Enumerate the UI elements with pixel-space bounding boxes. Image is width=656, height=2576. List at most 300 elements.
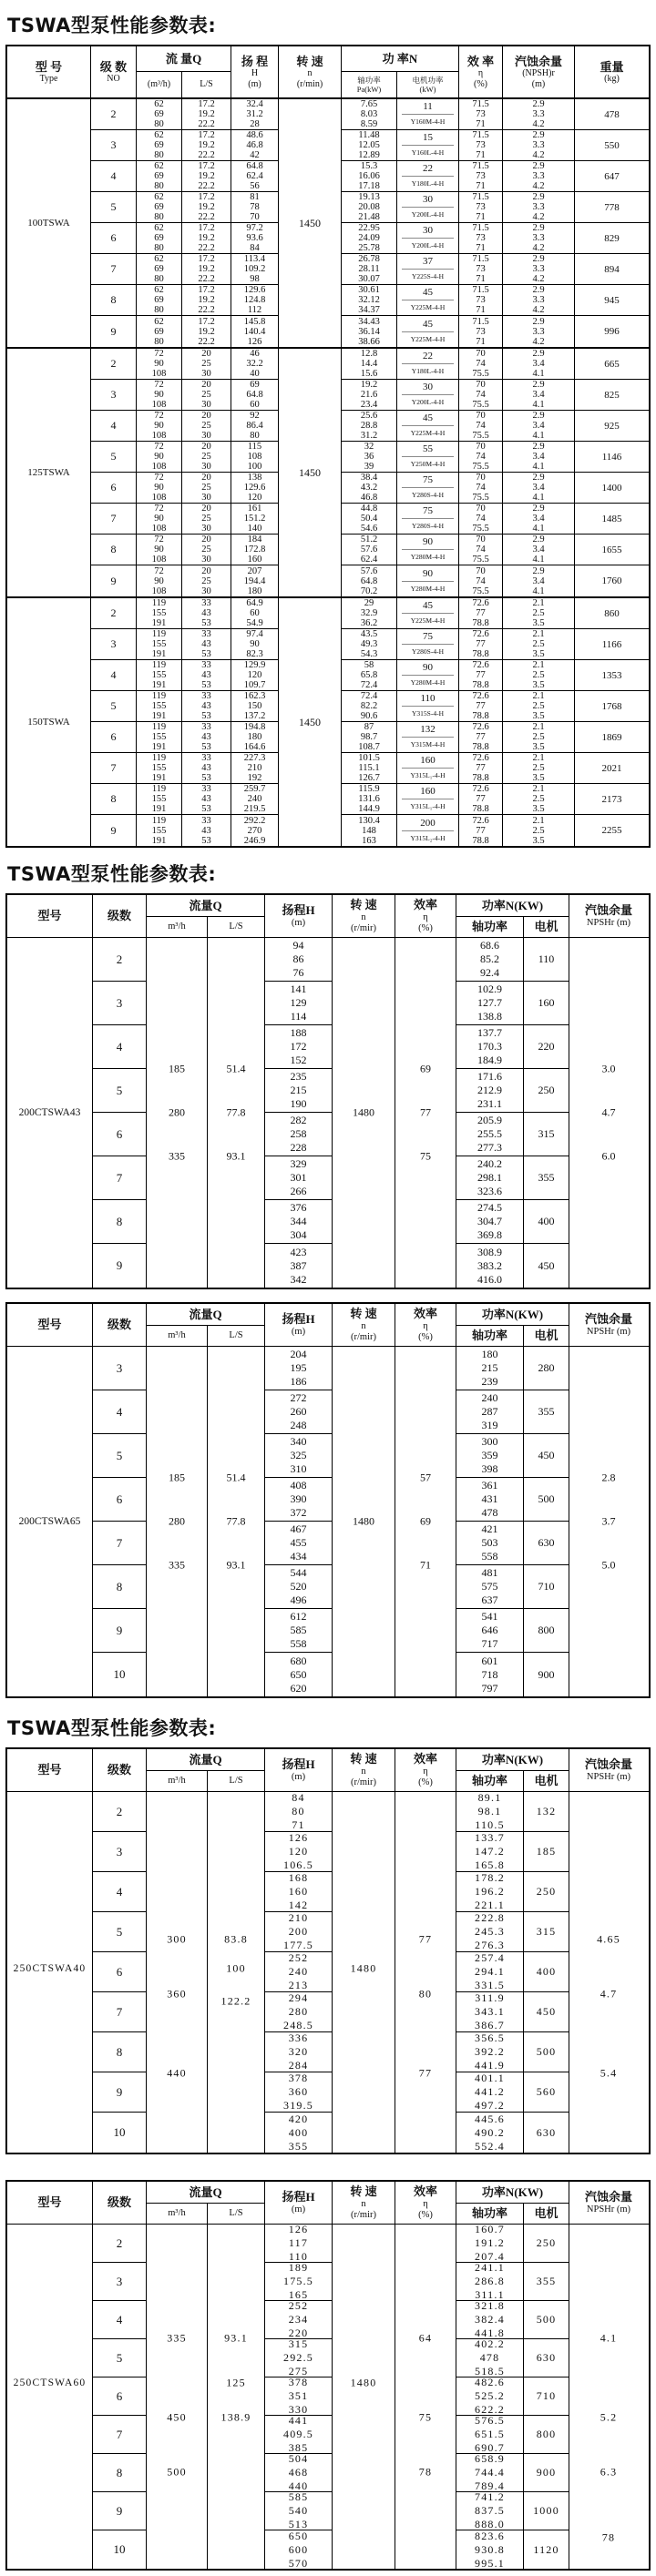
motor-power-value: 132: [524, 1792, 569, 1832]
flow-m3h-column: [147, 938, 208, 1288]
text-line: 74: [476, 452, 486, 462]
text-line: 2.1: [532, 598, 545, 608]
npsh-header: [569, 1304, 648, 1346]
head-header: [265, 1749, 333, 1791]
text-line: 80: [154, 274, 164, 284]
pump-model: [7, 938, 93, 1288]
weight-value: 1768: [575, 691, 649, 722]
text-line: 29: [364, 598, 374, 608]
text-line: 319.5: [283, 2099, 313, 2112]
flow-value: 500: [167, 2465, 187, 2479]
flow-ls-values: [182, 691, 231, 722]
head-values: [265, 2225, 333, 2263]
eff-values: [459, 565, 503, 596]
text-line: 4.1: [532, 493, 545, 503]
eff-values: [459, 598, 503, 629]
text-line: 369.8: [477, 1228, 502, 1241]
text-line: 53: [201, 835, 211, 846]
flow-ls-column: [208, 938, 265, 1288]
head-values: [231, 504, 279, 535]
flow-values: [137, 130, 182, 161]
flow-ls-column: [208, 1347, 265, 1696]
motor-model: Y315L₁-4-H: [410, 771, 446, 779]
text-line: 58: [364, 660, 374, 670]
weight-value: 996: [604, 326, 620, 337]
head-values: [231, 99, 279, 130]
flow-ls-value: 138.9: [220, 2410, 251, 2424]
weight-value: 1400: [575, 473, 649, 504]
eff-values: [459, 130, 503, 161]
text-line: (r/min): [296, 78, 323, 89]
npsh-values: [503, 223, 575, 254]
stage-number: 2: [91, 99, 137, 130]
text-line: 129.6: [243, 483, 266, 493]
text-line: 77: [476, 763, 486, 773]
shaft-power-values: [456, 982, 524, 1025]
text-line: (%): [474, 78, 487, 89]
text-line: 378: [288, 2377, 309, 2388]
text-line: 轴功率: [471, 1329, 507, 1342]
stage-number: 7: [93, 2416, 147, 2454]
motor-power-value: 55: [402, 443, 455, 457]
text-line: 789.4: [475, 2479, 505, 2492]
head-values: [265, 1244, 333, 1288]
text-line: 258: [290, 1127, 307, 1140]
motor-power-value: 75: [402, 630, 455, 645]
text-line: 126: [288, 1832, 309, 1844]
pump-model: 100TSWA: [7, 99, 91, 347]
text-line: 191: [151, 835, 167, 846]
shaft-power-values: [456, 2263, 524, 2301]
text-line: 115.1: [358, 763, 380, 773]
text-line: 220: [288, 2327, 309, 2339]
motor-power-value: 45: [402, 286, 455, 300]
text-line: 4.1: [532, 369, 545, 379]
shaft-power-values: [456, 1522, 524, 1565]
text-line: 421: [481, 1522, 498, 1535]
motor-power-value: 355: [524, 1390, 569, 1434]
text-line: 72: [154, 349, 164, 359]
text-line: 20: [201, 380, 211, 390]
text-line: 108: [151, 493, 167, 503]
text-line: 195: [290, 1361, 307, 1374]
flow-ls-values: [182, 660, 231, 691]
text-line: 扬程H: [282, 2190, 315, 2204]
table-header: [7, 46, 649, 99]
text-line: 478: [481, 1506, 498, 1519]
text-line: 620: [290, 1681, 307, 1695]
stage-number: 6: [93, 1952, 147, 1992]
text-line: 163: [362, 835, 376, 846]
flow-ls-value: 100: [226, 1961, 246, 1975]
text-line: 114: [290, 1010, 307, 1023]
text-line: 101.5: [358, 753, 380, 763]
pump-model-value: 250CTSWA60: [13, 2377, 87, 2388]
text-line: 90: [154, 575, 164, 586]
text-line: 71.5: [472, 192, 489, 202]
head-values: [265, 2530, 333, 2569]
text-line: 3.3: [532, 264, 545, 274]
power-header: [456, 1749, 569, 1771]
text-line: 78.8: [472, 711, 489, 721]
text-line: 33: [201, 722, 211, 732]
text-line: 650: [290, 1667, 307, 1681]
motor-power-value: 500: [524, 1478, 569, 1522]
text-line: 3.3: [532, 171, 545, 181]
motor-power-value: 45: [402, 318, 455, 332]
text-line: 292.5: [283, 2351, 313, 2364]
text-line: 188: [290, 1026, 307, 1039]
flow-values: [137, 161, 182, 192]
text-line: 型 号: [35, 59, 63, 74]
stage-number: 7: [93, 1992, 147, 2032]
text-line: 33: [201, 691, 211, 701]
text-line: 837.5: [475, 2504, 505, 2517]
text-line: 25: [201, 421, 211, 431]
motor-cell: [397, 753, 459, 784]
text-line: 扬程H: [282, 1757, 315, 1771]
eff-value: 78: [418, 2465, 433, 2479]
ctswa43-parameter-table: [5, 893, 651, 1289]
text-line: m³/h: [168, 1776, 186, 1786]
text-line: 20: [201, 535, 211, 545]
text-line: 20.08: [358, 202, 380, 212]
text-line: 4.1: [532, 462, 545, 472]
text-line: 320: [288, 2045, 309, 2058]
text-line: 80: [154, 150, 164, 160]
text-line: 30.07: [358, 274, 380, 284]
text-line: 25.78: [358, 243, 380, 253]
flow-values: [137, 598, 182, 629]
shaft-power-header: [456, 917, 524, 937]
text-line: 72: [154, 535, 164, 545]
text-line: 53: [201, 618, 211, 628]
motor-cell: [397, 161, 459, 192]
flow-ls-values: [182, 192, 231, 223]
motor-cell: [397, 660, 459, 691]
npsh-value: 2.8: [601, 1471, 616, 1484]
text-line: 141: [290, 983, 307, 995]
text-line: 汽蚀余量: [584, 2190, 632, 2204]
text-line: 72.6: [472, 660, 489, 670]
flow-values: [137, 815, 182, 846]
text-line: 3.4: [532, 514, 545, 524]
eff-values: [459, 815, 503, 846]
text-line: 797: [481, 1681, 498, 1695]
text-line: (kW): [419, 85, 436, 94]
motor-model: Y180L-4-H: [411, 179, 445, 188]
npsh-values: [503, 629, 575, 660]
text-line: 功率N(KW): [481, 1307, 544, 1321]
flow-values: [137, 285, 182, 316]
text-line: 78.8: [472, 649, 489, 659]
motor-power-value: 315: [524, 1113, 569, 1156]
text-line: 240.2: [477, 1157, 502, 1170]
text-line: 功率N(KW): [481, 2184, 544, 2199]
motor-power-value: 450: [524, 1434, 569, 1478]
text-line: 80: [154, 212, 164, 222]
eff-column: [395, 2225, 456, 2569]
npsh-value: 6.0: [601, 1149, 616, 1163]
flow-header: [147, 2182, 265, 2204]
text-line: 241.1: [475, 2263, 505, 2274]
motor-power-value: 22: [402, 162, 455, 177]
text-line: 441.8: [475, 2327, 505, 2339]
stage-number: 6: [93, 1478, 147, 1522]
text-line: 20: [201, 411, 211, 421]
pump-model-value: 250CTSWA40: [13, 1963, 87, 1975]
text-line: 70: [476, 535, 486, 545]
text-line: 75.5: [472, 400, 489, 410]
text-line: 75.5: [472, 369, 489, 379]
text-line: 80: [250, 431, 260, 441]
text-line: 467: [290, 1522, 307, 1535]
shaft-power-values: [456, 1832, 524, 1872]
shaft-power-values: [456, 1609, 524, 1653]
shaft-power-values: [456, 1478, 524, 1522]
pump-model: 125TSWA: [7, 349, 91, 596]
text-line: 398: [481, 1462, 498, 1475]
text-line: 4.1: [532, 524, 545, 534]
text-line: 455: [290, 1536, 307, 1549]
text-line: 12.05: [358, 140, 380, 150]
text-line: 3.5: [532, 804, 545, 814]
text-line: 160: [288, 1885, 309, 1898]
text-line: 155: [151, 670, 167, 680]
text-line: 20: [201, 349, 211, 359]
motor-model: Y225M-4-H: [410, 334, 446, 343]
text-line: 343.1: [475, 2005, 505, 2018]
text-line: 330: [288, 2403, 309, 2416]
text-line: 431: [481, 1492, 498, 1505]
text-line: 19.2: [360, 380, 378, 390]
text-line: 2.1: [532, 784, 545, 794]
text-line: 680: [290, 1654, 307, 1667]
shaft-power-values: [342, 504, 397, 535]
text-line: 257.4: [475, 1952, 505, 1964]
text-line: 108: [151, 524, 167, 534]
weight-value: 2255: [601, 825, 622, 836]
shaft-power-values: [342, 784, 397, 815]
motor-model: Y200L-4-H: [411, 210, 445, 219]
shaft-power-values: [456, 2492, 524, 2530]
pump-block: [7, 349, 649, 598]
text-line: 19.2: [198, 109, 215, 119]
text-line: 355: [288, 2139, 309, 2153]
text-line: 329: [290, 1157, 307, 1170]
text-line: 73: [476, 171, 486, 181]
text-line: 17.2: [198, 192, 215, 202]
text-line: 445.6: [475, 2113, 505, 2125]
eff-header: [395, 895, 456, 937]
motor-cell: [397, 504, 459, 535]
flow-ls-values: [182, 349, 231, 380]
text-line: 276.3: [475, 1939, 505, 1951]
text-line: 64.9: [246, 598, 263, 608]
text-line: 155: [151, 794, 167, 804]
motor-cell: [397, 254, 459, 285]
shaft-power-values: [342, 349, 397, 380]
eff-values: [459, 784, 503, 815]
text-line: 30: [201, 493, 211, 503]
text-line: 482.6: [475, 2377, 505, 2388]
npsh-values: [503, 753, 575, 784]
text-line: 72.6: [472, 815, 489, 826]
text-line: 189: [288, 2263, 309, 2274]
text-line: 扬 程: [241, 54, 269, 68]
text-line: 191: [151, 773, 167, 783]
text-line: 119: [151, 629, 167, 639]
shaft-power-header: [456, 1771, 524, 1791]
text-line: 72: [154, 504, 164, 514]
text-line: 255.5: [477, 1127, 502, 1140]
text-line: 164.6: [243, 742, 266, 752]
motor-power-value: 280: [524, 1347, 569, 1390]
stage-number: 9: [93, 1244, 147, 1288]
text-line: 525.2: [475, 2389, 505, 2402]
motor-model: Y280M-4-H: [410, 584, 446, 593]
text-line: 11.48: [358, 130, 380, 140]
weight-value: 2021: [575, 753, 649, 784]
text-line: 71.5: [472, 254, 489, 264]
head-header: [265, 1304, 333, 1346]
text-line: 43: [201, 732, 211, 742]
text-line: L/S: [229, 1330, 243, 1340]
flow-values: [137, 565, 182, 596]
text-line: 77: [476, 825, 486, 836]
text-line: 71.5: [472, 99, 489, 109]
text-line: 78.8: [472, 804, 489, 814]
text-line: 25: [201, 483, 211, 493]
flow-values: [137, 691, 182, 722]
text-line: 30: [201, 431, 211, 441]
text-line: 25: [201, 545, 211, 555]
text-line: 138.8: [477, 1010, 502, 1023]
text-line: 109.7: [243, 680, 266, 690]
text-line: 612: [290, 1610, 307, 1623]
text-line: 408: [290, 1479, 307, 1492]
speed-value: 1480: [350, 2376, 377, 2389]
motor-cell: [397, 192, 459, 223]
eff-values: [459, 629, 503, 660]
text-line: 86.4: [246, 421, 263, 431]
npsh-value: 4.65: [597, 1932, 620, 1946]
flow-m3h-column: [147, 1792, 208, 2153]
stage-number: 8: [93, 1200, 147, 1244]
shaft-power-values: [342, 815, 397, 846]
shaft-power-header: [456, 1326, 524, 1346]
weight-value: 1166: [575, 629, 649, 660]
text-line: 流量Q: [189, 1307, 222, 1321]
text-line: 503: [481, 1536, 498, 1549]
text-line: 43: [201, 670, 211, 680]
text-line: 2.9: [532, 504, 545, 514]
text-line: 93.6: [246, 233, 263, 243]
flow-unit-m3h: [147, 2204, 208, 2224]
flow-ls-values: [182, 411, 231, 442]
text-line: 194.4: [243, 575, 266, 586]
head-values: [231, 629, 279, 660]
text-line: 98: [250, 274, 260, 284]
shaft-power-values: [342, 99, 397, 130]
shaft-power-values: [456, 2339, 524, 2377]
text-line: 190: [290, 1097, 307, 1110]
speed-header: [333, 895, 395, 937]
eff-value: 57: [420, 1471, 431, 1484]
text-line: 323.6: [477, 1185, 502, 1197]
stage-number: 8: [93, 2032, 147, 2072]
text-line: 36: [364, 452, 374, 462]
text-line: 90: [154, 390, 164, 400]
table-header: [7, 1304, 649, 1347]
head-values: [265, 2377, 333, 2416]
stage-number: 10: [93, 2530, 147, 2569]
text-line: 81: [250, 192, 260, 202]
text-line: 304: [290, 1228, 307, 1241]
stage-number: 6: [91, 473, 137, 504]
head-values: [231, 535, 279, 565]
eff-values: [459, 411, 503, 442]
motor-power-value: 630: [524, 2113, 569, 2153]
text-line: 22.2: [198, 212, 215, 222]
motor-cell: [397, 316, 459, 347]
text-line: 70: [476, 504, 486, 514]
text-line: 112: [247, 305, 262, 315]
table-body: [7, 2225, 649, 2569]
text-line: 137.2: [243, 711, 266, 721]
npsh-values: [503, 815, 575, 846]
text-line: 77: [476, 670, 486, 680]
eff-column: [395, 1792, 456, 2153]
text-line: 155: [151, 763, 167, 773]
npsh-values: [503, 598, 575, 629]
motor-model: Y200L-4-H: [411, 241, 445, 249]
flow-header: [147, 1304, 265, 1326]
npsh-values: [503, 535, 575, 565]
ctswa60-parameter-table: [5, 2180, 651, 2571]
pump-block: [7, 99, 649, 349]
weight-value: 829: [575, 223, 649, 254]
flow-values: [137, 784, 182, 815]
shaft-power-values: [456, 1347, 524, 1390]
text-line: 378: [288, 2072, 309, 2084]
text-line: 651.5: [475, 2428, 505, 2440]
motor-power-value: 450: [524, 1992, 569, 2032]
text-line: 22.2: [198, 336, 215, 347]
text-line: 401.1: [475, 2072, 505, 2084]
motor-cell: [397, 598, 459, 629]
npsh-values: [503, 473, 575, 504]
text-line: 31.2: [246, 109, 263, 119]
text-line: 351: [288, 2389, 309, 2402]
text-line: 3.4: [532, 545, 545, 555]
text-line: 80: [154, 336, 164, 347]
text-line: 282: [290, 1114, 307, 1126]
text-line: 25: [201, 359, 211, 369]
text-line: 120: [288, 1845, 309, 1858]
text-line: 3.4: [532, 359, 545, 369]
shaft-power-values: [456, 1390, 524, 1434]
motor-power-value: 90: [402, 661, 455, 676]
flow-unit-ls: [208, 2204, 265, 2224]
text-line: 97.2: [246, 223, 263, 233]
text-line: 180: [247, 732, 262, 742]
text-line: 359: [481, 1449, 498, 1461]
text-line: 423: [290, 1245, 307, 1258]
speed-column: [333, 2225, 395, 2569]
text-line: 4.2: [532, 119, 545, 129]
eff-column: [395, 1347, 456, 1696]
